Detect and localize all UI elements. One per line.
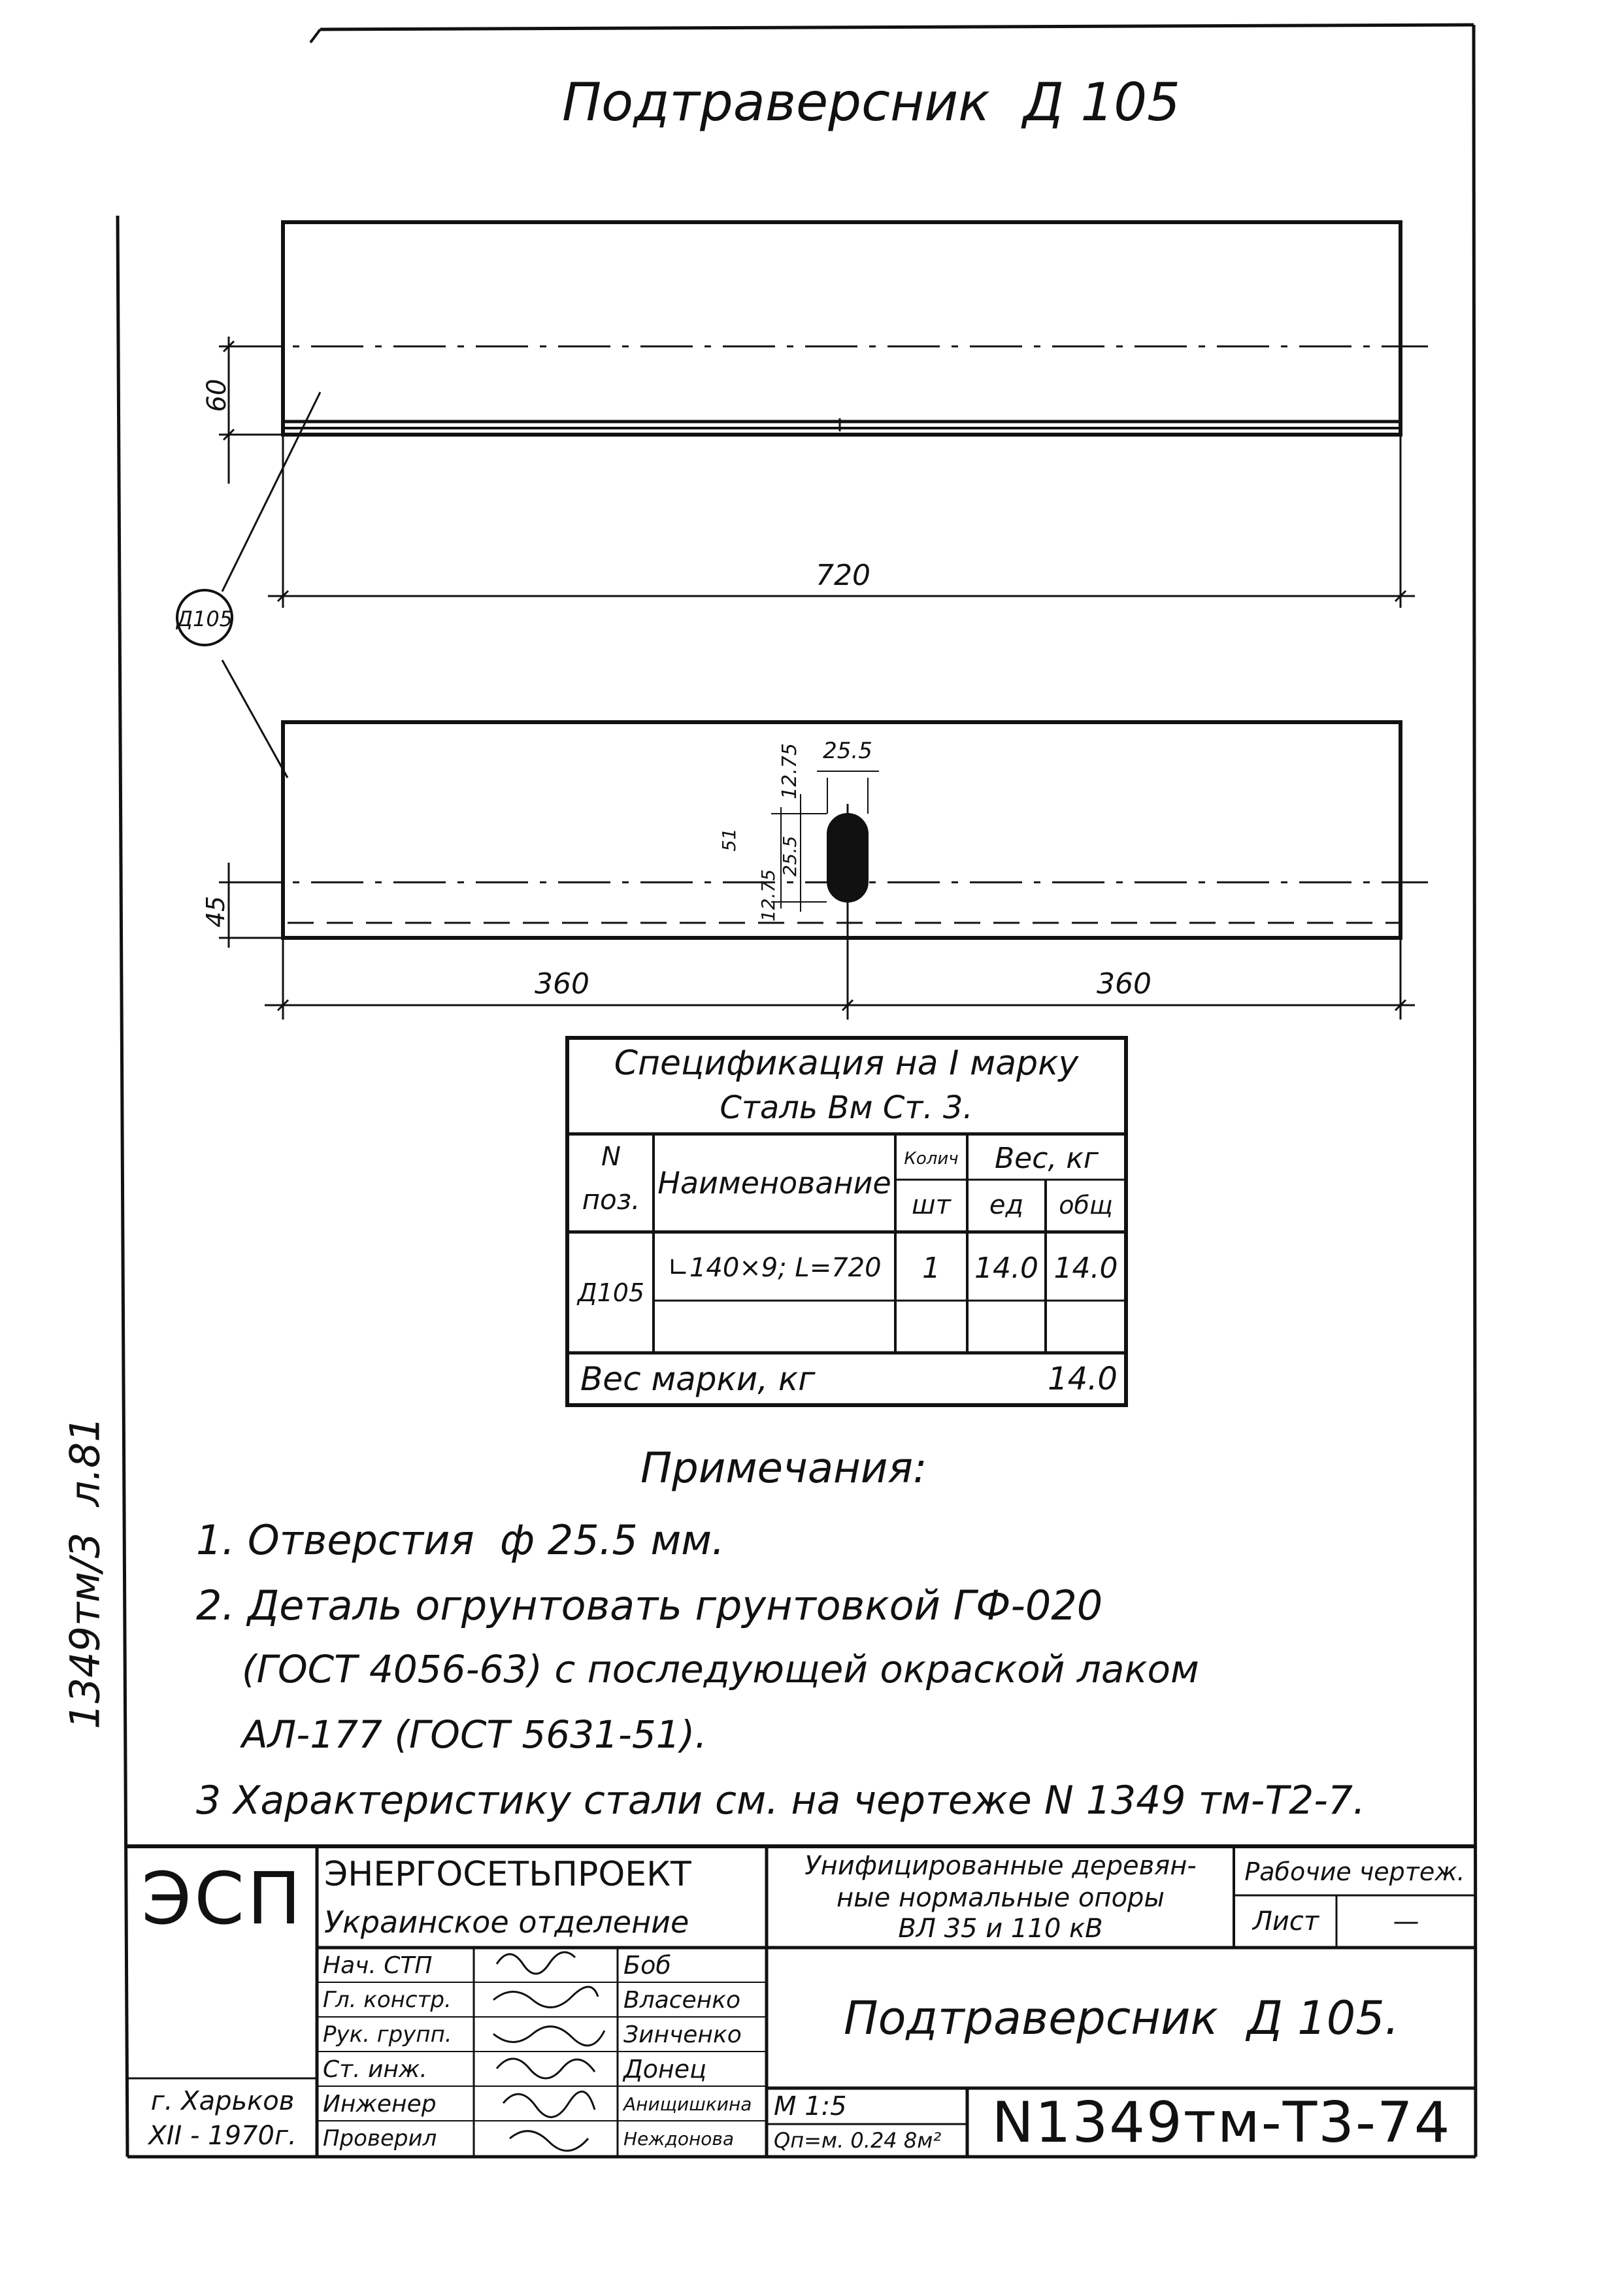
note-2-line3: АЛ-177 (ГОСТ 5631-51). [242,1712,707,1757]
sheet-value: — [1393,1906,1419,1937]
mark-weight-value: 14.0 [1048,1361,1118,1397]
dim-360-right: 360 [1097,967,1152,1001]
name-1: Боб [623,1951,671,1980]
dim-45: 45 [201,895,230,928]
col-qty-unit: шт [912,1190,951,1220]
dim-12-75-bottom: 12.75 [757,869,779,922]
spec-title-line1: Спецификация на I марку [614,1044,1079,1083]
dim-25-5-vertical: 25.5 [779,835,801,877]
note-1: 1. Отверстия ф 25.5 мм. [196,1516,725,1564]
role-6: Проверил [323,2125,437,2152]
scale: М 1:5 [774,2091,847,2121]
notes-heading: Примечания: [640,1444,927,1493]
col-name-header: Наименование [657,1165,891,1201]
col-weight-header: Вес, кг [994,1142,1099,1175]
dim-51: 51 [718,828,740,852]
role-2: Гл. констр. [323,1987,452,2013]
spec-title-line2: Сталь Вм Ст. 3. [720,1089,973,1126]
row-total-weight: 14.0 [1053,1251,1118,1285]
name-5: Анищишкина [623,2093,752,2115]
page-title: Подтраверсник Д 105 [562,72,1181,133]
dim-12-75-top: 12.75 [778,743,801,799]
name-6: Неждонова [623,2127,735,2150]
dim-60: 60 [202,378,232,412]
role-1: Нач. СТП [323,1952,433,1979]
row-qty: 1 [922,1251,940,1285]
dept-name: Украинское отделение [324,1904,689,1940]
document-number: N1349тм-Т3-74 [991,2090,1451,2155]
row-name: ∟140×9; L=720 [667,1253,882,1283]
sheet-label: Лист [1252,1906,1319,1937]
side-sheet-reference: 1349тм/3 л.81 [61,1416,109,1729]
row-pos: Д105 [577,1278,645,1307]
role-4: Ст. инж. [323,2055,427,2083]
mark-circle-label: Д105 [176,607,233,631]
dim-720: 720 [816,559,870,592]
col-qty-header: Колич [904,1148,959,1169]
note-2-line1: 2. Деталь огрунтовать грунтовкой ГФ-020 [196,1582,1103,1629]
col-weight-unit: ед [989,1190,1024,1220]
project-line1: Унифицированные деревян- [804,1851,1197,1881]
paint-area: Qп=м. 0.24 8м² [774,2128,942,2153]
note-2-line2: (ГОСТ 4056-63) с последующей окраской лаком [242,1647,1199,1691]
role-5: Инженер [323,2090,437,2118]
org-name: ЭНЕРГОСЕТЬПРОЕКТ [324,1854,691,1894]
role-3: Рук. групп. [323,2021,452,2048]
date: XII - 1970г. [148,2120,297,2151]
note-3: 3 Характеристику стали см. на чертеже N 1349 тм-Т2-7. [196,1778,1366,1823]
col-weight-total: общ [1059,1191,1113,1220]
col-pos-header: поз. [582,1183,640,1216]
project-line3: ВЛ 35 и 110 кВ [898,1914,1103,1944]
city: г. Харьков [150,2086,295,2116]
mark-weight-label: Вес марки, кг [580,1360,816,1398]
name-4: Донец [623,2055,707,2084]
row-unit-weight: 14.0 [974,1251,1038,1285]
logo: ЭСП [141,1857,304,1940]
dim-hole-width: 25.5 [823,738,872,764]
col-pos-header-n: N [601,1142,621,1172]
project-line2: ные нормальные опоры [836,1883,1165,1913]
drawing-title: Подтраверсник Д 105. [843,1991,1400,2045]
stage-label: Рабочие чертеж. [1244,1857,1465,1886]
name-3: Зинченко [623,2021,742,2048]
name-2: Власенко [623,1986,741,2014]
dim-360-left: 360 [535,967,589,1001]
